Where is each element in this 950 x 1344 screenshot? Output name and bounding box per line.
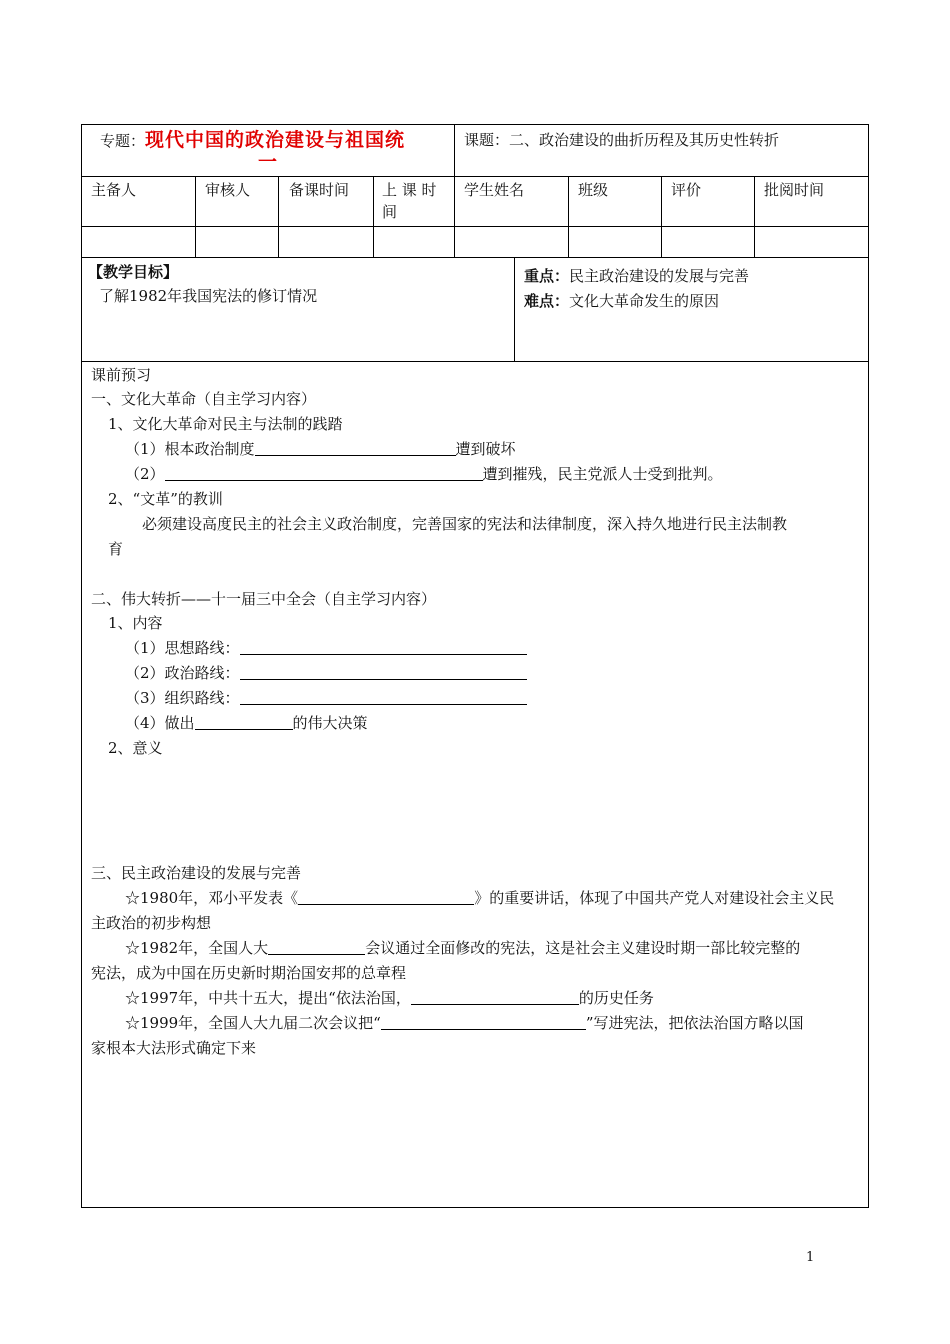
col-divider	[373, 176, 374, 257]
evaluation-header: 评价	[671, 181, 702, 199]
section-2-item-1b	[125, 661, 527, 685]
section-2-item-1d	[125, 711, 368, 735]
section-2-item-1c	[125, 686, 527, 710]
fill-blank[interactable]	[255, 439, 456, 456]
section-1-title: 一、文化大革命（自主学习内容）	[91, 390, 317, 408]
class-time-header-continued: 间	[382, 203, 398, 221]
preview-heading: 课前预习	[91, 366, 152, 384]
fill-blank[interactable]	[381, 1013, 586, 1030]
section-3-item-d-line2: 家根本大法形式确定下来	[91, 1039, 257, 1057]
section-1-lesson-text-end: 育	[108, 540, 124, 558]
section-3-item-c	[125, 986, 654, 1010]
fill-prompt: （1）根本政治制度	[125, 440, 255, 458]
fill-blank[interactable]	[165, 464, 483, 481]
fill-prompt: （4）做出	[125, 714, 195, 732]
goals-label: 【教学目标】	[88, 263, 179, 281]
fill-blank[interactable]	[240, 638, 527, 655]
topic-title: 现代中国的政治建设与祖国统	[145, 129, 406, 151]
topic-heading	[100, 128, 405, 153]
fill-suffix: 遭到摧残，民主党派人士受到批判。	[482, 465, 723, 483]
section-1-item-1b	[125, 462, 723, 486]
difficult-point-text: 文化大革命发生的原因	[569, 292, 720, 310]
col-divider	[754, 176, 755, 257]
section-1-item-2: 2、“文革”的教训	[108, 490, 223, 508]
reviewer-header: 审核人	[205, 181, 251, 199]
row-divider	[81, 257, 869, 258]
section-3-item-a	[125, 886, 834, 910]
class-header: 班级	[578, 181, 609, 199]
row-divider	[81, 226, 869, 227]
fill-suffix: 》的重要讲话，体现了中国共产党人对建设社会主义民	[474, 889, 835, 907]
student-name-header: 学生姓名	[464, 181, 525, 199]
col-divider	[195, 176, 196, 257]
section-3-item-a-line2: 主政治的初步构想	[91, 914, 212, 932]
fill-prompt: ☆1997年，中共十五大，提出“依法治国，	[125, 989, 411, 1007]
preparer-header: 主备人	[91, 181, 137, 199]
topic-title-continued: 一	[258, 151, 279, 173]
section-3-item-b	[125, 936, 800, 960]
fill-blank[interactable]	[268, 938, 365, 955]
section-1-item-1a	[125, 437, 516, 461]
fill-prompt: （2）	[125, 465, 165, 483]
row-divider	[81, 361, 869, 362]
section-3-item-b-line2: 宪法，成为中国在历史新时期治国安邦的总章程	[91, 964, 407, 982]
row-divider	[81, 176, 869, 177]
difficult-point	[524, 289, 719, 313]
key-point-label: 重点：	[524, 267, 570, 285]
section-2-item-1: 1、内容	[108, 614, 163, 632]
fill-suffix: 遭到破坏	[455, 440, 516, 458]
fill-blank[interactable]	[240, 663, 527, 680]
fill-blank[interactable]	[411, 988, 579, 1005]
fill-suffix: 的历史任务	[578, 989, 654, 1007]
topic-label: 专题：	[100, 132, 146, 150]
section-3-item-d	[125, 1011, 804, 1035]
class-time-header: 上 课 时	[382, 181, 437, 199]
section-2-item-2: 2、意义	[108, 739, 163, 757]
fill-blank[interactable]	[195, 713, 293, 730]
section-2-item-1a	[125, 636, 527, 660]
fill-suffix: 会议通过全面修改的宪法，这是社会主义建设时期一部比较完整的	[365, 939, 801, 957]
col-divider	[454, 124, 455, 257]
lesson-title: 课题：二、政治建设的曲折历程及其历史性转折	[464, 131, 780, 149]
section-3-title: 三、民主政治建设的发展与完善	[91, 864, 302, 882]
col-divider	[278, 176, 279, 257]
fill-prompt: （1）思想路线：	[125, 639, 240, 657]
prep-time-header: 备课时间	[289, 181, 350, 199]
difficult-point-label: 难点：	[524, 292, 570, 310]
goals-text: 了解1982年我国宪法的修订情况	[99, 287, 318, 305]
key-point-text: 民主政治建设的发展与完善	[569, 267, 750, 285]
fill-prompt: ☆1980年，邓小平发表《	[125, 889, 299, 907]
fill-blank[interactable]	[298, 888, 474, 905]
col-divider	[661, 176, 662, 257]
fill-prompt: （2）政治路线：	[125, 664, 240, 682]
fill-suffix: ”写进宪法，把依法治国方略以国	[585, 1014, 804, 1032]
fill-prompt: （3）组织路线：	[125, 689, 240, 707]
col-divider	[514, 257, 515, 361]
fill-blank[interactable]	[240, 688, 527, 705]
section-1-lesson-text: 必须建设高度民主的社会主义政治制度，完善国家的宪法和法律制度，深入持久地进行民主法制教	[142, 515, 788, 533]
section-2-title: 二、伟大转折——十一届三中全会（自主学习内容）	[91, 590, 437, 608]
col-divider	[568, 176, 569, 257]
page-number: 1	[806, 1250, 815, 1265]
fill-prompt: ☆1999年，全国人大九届二次会议把“	[125, 1014, 381, 1032]
key-point	[524, 264, 749, 288]
fill-prompt: ☆1982年，全国人大	[125, 939, 269, 957]
section-1-item-1: 1、文化大革命对民主与法制的践踏	[108, 415, 343, 433]
review-time-header: 批阅时间	[764, 181, 825, 199]
fill-suffix: 的伟大决策	[292, 714, 368, 732]
